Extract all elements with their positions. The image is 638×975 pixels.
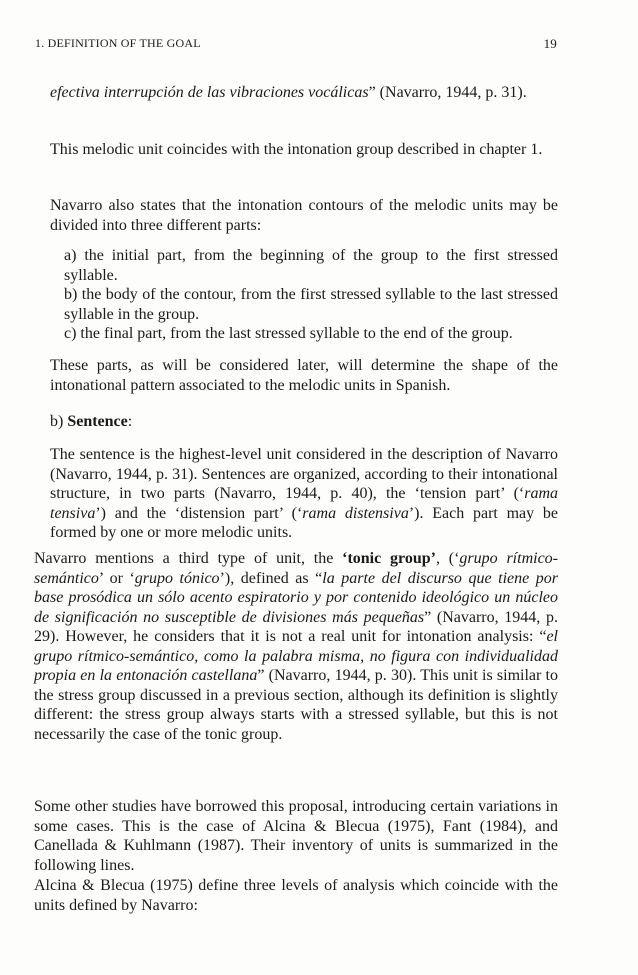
text-run: Navarro mentions a third type of unit, the — [34, 550, 343, 567]
text-run: ’ or ‘ — [98, 569, 135, 587]
italic-term: rama distensiva — [302, 504, 409, 522]
alcina-blecua-paragraph: Alcina & Blecua (1975) define three levels of analysis which coincide with the units defined by Navarro: — [34, 877, 558, 914]
text-run: ’) and the ‘distension part’ (‘ — [95, 504, 303, 522]
text-run: ’), defined as “ — [219, 569, 323, 587]
running-head: 1. DEFINITION OF THE GOAL — [35, 36, 201, 50]
section-label: b) — [50, 413, 68, 430]
quote-continuation-paragraph — [50, 83, 558, 103]
italic-quote: el grupo rítmico-semántico, como la palabra misma, no figura con individualidad propia en la entonación castellana — [34, 628, 558, 684]
melodic-unit-paragraph: This melodic unit coincides with the intonation group described in chapter 1. — [50, 141, 543, 158]
text-run: ’). Each part may be formed by one or more melodic units. — [50, 504, 558, 541]
quote-citation: ” (Navarro, 1944, p. 31). — [368, 84, 527, 101]
section-colon: : — [127, 413, 133, 430]
sentence-definition-paragraph — [50, 445, 558, 543]
section-title: Sentence — [67, 413, 128, 430]
section-heading-sentence — [50, 412, 558, 432]
quote-italic-text: efectiva interrupción de las vibraciones vocálicas — [50, 84, 369, 101]
italic-term: rama tensiva — [50, 485, 558, 522]
list-item-c: c) the final part, from the last stressed syllable to the end of the group. — [64, 325, 513, 342]
text-run: ” (Navarro, 1944, p. 29). However, he considers that it is not a real unit for intonation analysis: “ — [34, 608, 559, 645]
list-item-b: b) the body of the contour, from the first stressed syllable to the last stressed syllable in the group. — [64, 286, 558, 323]
page-number: 19 — [543, 36, 557, 51]
parts-shape-paragraph: These parts, as will be considered later, will determine the shape of the intonational pattern associated to the melodic units in Spanish. — [50, 357, 558, 394]
contour-parts-intro-paragraph: Navarro also states that the intonation contours of the melodic units may be divided into three different parts: — [50, 197, 558, 234]
text-run: ” (Navarro, 1944, p. 30). This unit is similar to the stress group discussed in a previous section, although its definition is slightly different: the stress group always starts with a stressed syllable, but this is not necessarily the case of the tonic group. — [34, 667, 558, 743]
italic-term: grupo tónico — [134, 569, 220, 587]
italic-quote: la parte del discurso que tiene por base prosódica un sólo acento espiratorio y por contenido ideológico un núcleo de significación no susceptible de divisiones más pequeñas — [34, 569, 559, 626]
bold-term: ‘tonic group’ — [342, 550, 436, 567]
italic-term: grupo rítmico-semántico — [34, 550, 558, 587]
list-item-a: a) the initial part, from the beginning of the group to the first stressed syllable. — [64, 247, 558, 284]
text-run: The sentence is the highest-level unit considered in the description of Navarro (Navarro, 1944, p. 31). Sentences are organized, according to their intonational structure, in two parts (Navarro, 1944, p. 40), the ‘tension part’ (‘ — [50, 446, 558, 502]
text-run: , (‘ — [435, 550, 460, 567]
tonic-group-paragraph — [34, 549, 558, 744]
other-studies-paragraph: Some other studies have borrowed this proposal, introducing certain variations in some cases. This is the case of Alcina & Blecua (1975), Fant (1984), and Canellada & Kuhlmann (1987). Their inventory of units is summarized in the following lines. — [34, 798, 558, 874]
